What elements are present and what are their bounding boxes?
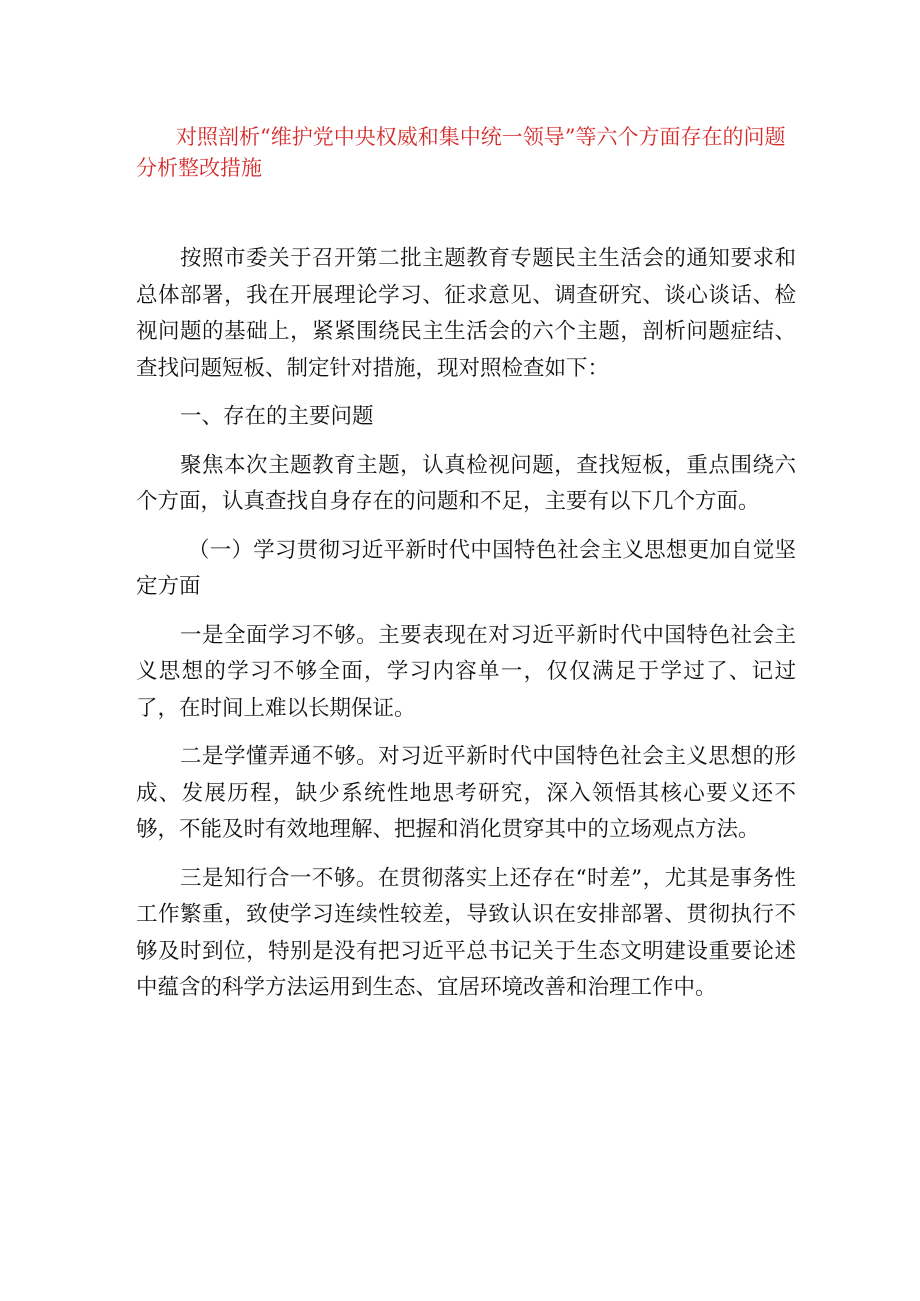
section-heading: 一、存在的主要问题 [180, 404, 374, 429]
summary-paragraph: 聚焦本次主题教育主题，认真检视问题，查找短板，重点围绕六个方面，认真查找自身存在的问题和不足，主要有以下几个方面。 [136, 452, 796, 514]
document-body [136, 241, 796, 1019]
issue-paragraph-3: 三是知行合一不够。在贯彻落实上还存在“时差”，尤其是事务性工作繁重，致使学习连续性较差，导致认识在安排部署、贯彻执行不够及时到位，特别是没有把习近平总书记关于生态文明建设重要论述中蕴含的科学方法运用到生态、宜居环境改善和治理工作中。 [136, 865, 796, 1000]
subsection-heading: （一）学习贯彻习近平新时代中国特色社会主义思想更加自觉坚定方面 [136, 537, 796, 599]
document-title: 对照剖析“维护党中央权威和集中统一领导”等六个方面存在的问题分析整改措施 [136, 125, 786, 180]
issue-paragraph-2: 二是学懂弄通不够。对习近平新时代中国特色社会主义思想的形成、发展历程，缺少系统性地思考研究，深入领悟其核心要义还不够，不能及时有效地理解、把握和消化贯穿其中的立场观点方法。 [136, 744, 796, 842]
issue-paragraph-1: 一是全面学习不够。主要表现在对习近平新时代中国特色社会主义思想的学习不够全面，学习内容单一，仅仅满足于学过了、记过了，在时间上难以长期保证。 [136, 622, 796, 721]
intro-paragraph: 按照市委关于召开第二批主题教育专题民主生活会的通知要求和总体部署，我在开展理论学习、征求意见、调查研究、谈心谈话、检视问题的基础上，紧紧围绕民主生活会的六个主题，剖析问题症结、查找问题短板、制定针对措施，现对照检查如下： [136, 246, 796, 381]
